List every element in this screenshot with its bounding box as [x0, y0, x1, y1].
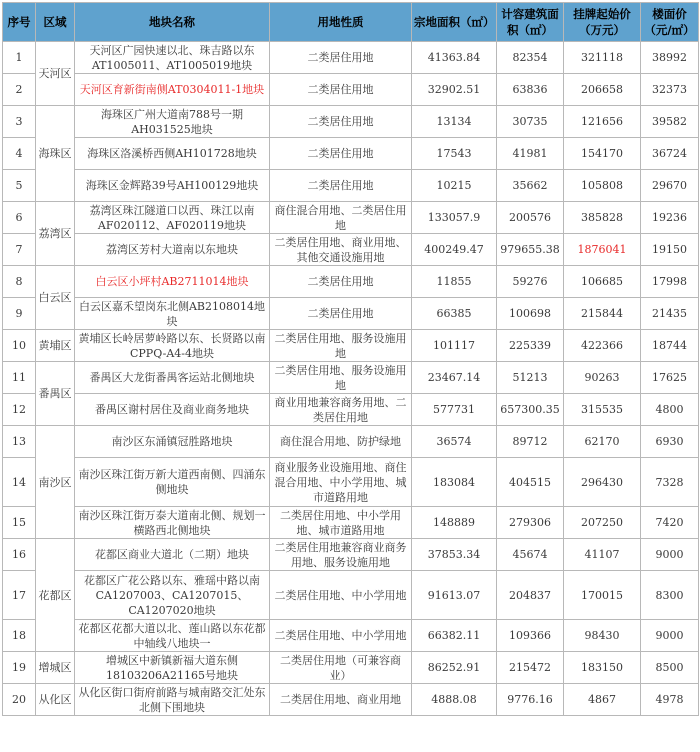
cell-site-area: 66385 [412, 298, 497, 330]
table-row [3, 74, 699, 106]
cell-floor-area: 9776.16 [497, 684, 564, 716]
cell-district: 天河区 [36, 42, 75, 106]
cell-site-area: 41363.84 [412, 42, 497, 74]
cell-plot-name: 番禺区大龙街番禺客运站北侧地块 [75, 362, 270, 394]
cell-start-price: 315535 [564, 394, 641, 426]
cell-floor-area: 100698 [497, 298, 564, 330]
cell-unit-price: 36724 [641, 138, 699, 170]
cell-unit-price: 29670 [641, 170, 699, 202]
cell-district: 从化区 [36, 684, 75, 716]
cell-site-area: 66382.11 [412, 620, 497, 652]
cell-start-price: 98430 [564, 620, 641, 652]
cell-start-price: 90263 [564, 362, 641, 394]
cell-site-area: 133057.9 [412, 202, 497, 234]
header-district: 区域 [36, 3, 75, 42]
cell-plot-name: 南沙区东涌镇冠胜路地块 [75, 426, 270, 458]
cell-plot-name: 花都区花都大道以北、莲山路以东花都中轴线八地块一 [75, 620, 270, 652]
cell-unit-price: 9000 [641, 620, 699, 652]
cell-land-use: 二类居住用地、服务设施用地 [270, 362, 412, 394]
cell-site-area: 4888.08 [412, 684, 497, 716]
cell-plot-name: 白云区嘉禾望岗东北侧AB2108014地块 [75, 298, 270, 330]
cell-floor-area: 109366 [497, 620, 564, 652]
cell-floor-area: 63836 [497, 74, 564, 106]
cell-start-price: 385828 [564, 202, 641, 234]
cell-land-use: 二类居住用地、中小学用地 [270, 620, 412, 652]
cell-floor-area: 204837 [497, 571, 564, 620]
cell-plot-name: 花都区广花公路以东、雅瑶中路以南CA1207003、CA1207015、CA1207020地块 [75, 571, 270, 620]
cell-seq: 3 [3, 106, 36, 138]
cell-floor-area: 59276 [497, 266, 564, 298]
cell-plot-name: 番禺区谢村居住及商业商务地块 [75, 394, 270, 426]
cell-unit-price: 21435 [641, 298, 699, 330]
cell-plot-name: 天河区育新街南侧AT0304011-1地块 [75, 74, 270, 106]
cell-floor-area: 30735 [497, 106, 564, 138]
cell-plot-name: 黄埔区长岭居萝岭路以东、长贤路以南CPPQ-A4-4地块 [75, 330, 270, 362]
cell-start-price: 105808 [564, 170, 641, 202]
table-row [3, 620, 699, 652]
cell-site-area: 86252.91 [412, 652, 497, 684]
cell-district: 黄埔区 [36, 330, 75, 362]
cell-site-area: 37853.34 [412, 539, 497, 571]
cell-unit-price: 8300 [641, 571, 699, 620]
cell-land-use: 二类居住用地、商业用地 [270, 684, 412, 716]
cell-land-use: 二类居住用地 [270, 298, 412, 330]
land-auction-table [2, 2, 699, 716]
table-row [3, 394, 699, 426]
cell-start-price: 4867 [564, 684, 641, 716]
cell-start-price: 296430 [564, 458, 641, 507]
table-row [3, 684, 699, 716]
cell-land-use: 二类居住用地、服务设施用地 [270, 330, 412, 362]
cell-land-use: 二类居住用地（可兼容商业） [270, 652, 412, 684]
cell-start-price: 321118 [564, 42, 641, 74]
cell-site-area: 11855 [412, 266, 497, 298]
cell-land-use: 二类居住用地 [270, 138, 412, 170]
cell-plot-name: 海珠区洛溪桥西侧AH101728地块 [75, 138, 270, 170]
cell-unit-price: 19236 [641, 202, 699, 234]
cell-start-price: 121656 [564, 106, 641, 138]
table-row [3, 106, 699, 138]
header-plot-name: 地块名称 [75, 3, 270, 42]
cell-land-use: 二类居住用地、中小学用地 [270, 571, 412, 620]
cell-start-price: 1876041 [564, 234, 641, 266]
cell-seq: 13 [3, 426, 36, 458]
cell-land-use: 二类居住用地 [270, 42, 412, 74]
cell-seq: 20 [3, 684, 36, 716]
cell-site-area: 148889 [412, 507, 497, 539]
cell-plot-name: 海珠区金辉路39号AH100129地块 [75, 170, 270, 202]
header-seq: 序号 [3, 3, 36, 42]
cell-land-use: 二类居住用地 [270, 170, 412, 202]
cell-site-area: 36574 [412, 426, 497, 458]
table-row [3, 507, 699, 539]
cell-floor-area: 225339 [497, 330, 564, 362]
cell-plot-name: 荔湾区芳村大道南以东地块 [75, 234, 270, 266]
cell-start-price: 62170 [564, 426, 641, 458]
cell-start-price: 154170 [564, 138, 641, 170]
cell-seq: 11 [3, 362, 36, 394]
cell-district: 番禺区 [36, 362, 75, 426]
cell-floor-area: 89712 [497, 426, 564, 458]
cell-unit-price: 4978 [641, 684, 699, 716]
cell-floor-area: 82354 [497, 42, 564, 74]
cell-unit-price: 8500 [641, 652, 699, 684]
cell-plot-name: 南沙区珠江街万新大道西南侧、四涌东侧地块 [75, 458, 270, 507]
header-unit-price: 楼面价（元/㎡） [641, 3, 699, 42]
cell-unit-price: 9000 [641, 539, 699, 571]
cell-start-price: 207250 [564, 507, 641, 539]
cell-district: 海珠区 [36, 106, 75, 202]
table-row [3, 539, 699, 571]
cell-land-use: 二类居住用地、商业用地、其他交通设施用地 [270, 234, 412, 266]
cell-unit-price: 6930 [641, 426, 699, 458]
cell-floor-area: 45674 [497, 539, 564, 571]
cell-start-price: 206658 [564, 74, 641, 106]
cell-unit-price: 18744 [641, 330, 699, 362]
cell-site-area: 17543 [412, 138, 497, 170]
cell-site-area: 32902.51 [412, 74, 497, 106]
cell-floor-area: 35662 [497, 170, 564, 202]
cell-unit-price: 19150 [641, 234, 699, 266]
cell-plot-name: 增城区中新镇新福大道东侧18103206A21165号地块 [75, 652, 270, 684]
cell-plot-name: 白云区小坪村AB2711014地块 [75, 266, 270, 298]
header-start-price: 挂牌起始价（万元） [564, 3, 641, 42]
table-row [3, 652, 699, 684]
cell-seq: 6 [3, 202, 36, 234]
cell-start-price: 106685 [564, 266, 641, 298]
cell-unit-price: 32373 [641, 74, 699, 106]
cell-start-price: 422366 [564, 330, 641, 362]
cell-unit-price: 7420 [641, 507, 699, 539]
cell-plot-name: 花都区商业大道北（二期）地块 [75, 539, 270, 571]
cell-district: 增城区 [36, 652, 75, 684]
cell-plot-name: 南沙区珠江街万泰大道南北侧、规划一横路西北侧地块 [75, 507, 270, 539]
table-row [3, 266, 699, 298]
cell-land-use: 二类居住用地兼容商业商务用地、服务设施用地 [270, 539, 412, 571]
cell-seq: 12 [3, 394, 36, 426]
table-row [3, 138, 699, 170]
cell-site-area: 13134 [412, 106, 497, 138]
cell-land-use: 商业服务业设施用地、商住混合用地、中小学用地、城市道路用地 [270, 458, 412, 507]
table-row [3, 571, 699, 620]
cell-start-price: 215844 [564, 298, 641, 330]
cell-site-area: 400249.47 [412, 234, 497, 266]
cell-site-area: 10215 [412, 170, 497, 202]
cell-district: 花都区 [36, 539, 75, 652]
table-row [3, 202, 699, 234]
table-row [3, 170, 699, 202]
cell-land-use: 二类居住用地 [270, 106, 412, 138]
cell-land-use: 商业用地兼容商务用地、二类居住用地 [270, 394, 412, 426]
cell-district: 南沙区 [36, 426, 75, 539]
cell-land-use: 二类居住用地 [270, 74, 412, 106]
table-row [3, 426, 699, 458]
cell-site-area: 183084 [412, 458, 497, 507]
header-land-use: 用地性质 [270, 3, 412, 42]
cell-seq: 17 [3, 571, 36, 620]
cell-seq: 19 [3, 652, 36, 684]
cell-plot-name: 荔湾区珠江隧道口以西、珠江以南AF020112、AF020119地块 [75, 202, 270, 234]
cell-seq: 5 [3, 170, 36, 202]
cell-floor-area: 215472 [497, 652, 564, 684]
cell-seq: 4 [3, 138, 36, 170]
cell-floor-area: 657300.35 [497, 394, 564, 426]
header-row [3, 3, 699, 42]
cell-floor-area: 41981 [497, 138, 564, 170]
table-row [3, 298, 699, 330]
cell-floor-area: 979655.38 [497, 234, 564, 266]
table-row [3, 42, 699, 74]
cell-floor-area: 279306 [497, 507, 564, 539]
cell-start-price: 183150 [564, 652, 641, 684]
cell-floor-area: 200576 [497, 202, 564, 234]
cell-seq: 7 [3, 234, 36, 266]
cell-floor-area: 51213 [497, 362, 564, 394]
header-site-area: 宗地面积（㎡） [412, 3, 497, 42]
cell-seq: 1 [3, 42, 36, 74]
cell-land-use: 商住混合用地、二类居住用地 [270, 202, 412, 234]
cell-site-area: 91613.07 [412, 571, 497, 620]
cell-plot-name: 海珠区广州大道南788号一期AH031525地块 [75, 106, 270, 138]
cell-seq: 16 [3, 539, 36, 571]
cell-unit-price: 38992 [641, 42, 699, 74]
cell-site-area: 577731 [412, 394, 497, 426]
cell-land-use: 二类居住用地、中小学用地、城市道路用地 [270, 507, 412, 539]
cell-seq: 8 [3, 266, 36, 298]
cell-seq: 14 [3, 458, 36, 507]
cell-unit-price: 39582 [641, 106, 699, 138]
cell-seq: 10 [3, 330, 36, 362]
cell-site-area: 101117 [412, 330, 497, 362]
cell-seq: 15 [3, 507, 36, 539]
cell-unit-price: 17625 [641, 362, 699, 394]
cell-land-use: 商住混合用地、防护绿地 [270, 426, 412, 458]
cell-district: 荔湾区 [36, 202, 75, 266]
cell-site-area: 23467.14 [412, 362, 497, 394]
cell-floor-area: 404515 [497, 458, 564, 507]
cell-unit-price: 4800 [641, 394, 699, 426]
cell-seq: 18 [3, 620, 36, 652]
header-floor-area: 计容建筑面积（㎡） [497, 3, 564, 42]
cell-plot-name: 从化区街口街府前路与城南路交汇处东北侧下围地块 [75, 684, 270, 716]
table-row [3, 362, 699, 394]
cell-district: 白云区 [36, 266, 75, 330]
cell-start-price: 41107 [564, 539, 641, 571]
cell-land-use: 二类居住用地 [270, 266, 412, 298]
table-row [3, 234, 699, 266]
table-row [3, 458, 699, 507]
table-row [3, 330, 699, 362]
cell-unit-price: 17998 [641, 266, 699, 298]
cell-start-price: 170015 [564, 571, 641, 620]
cell-unit-price: 7328 [641, 458, 699, 507]
cell-plot-name: 天河区广园快速以北、珠吉路以东AT1005011、AT1005019地块 [75, 42, 270, 74]
cell-seq: 9 [3, 298, 36, 330]
cell-seq: 2 [3, 74, 36, 106]
